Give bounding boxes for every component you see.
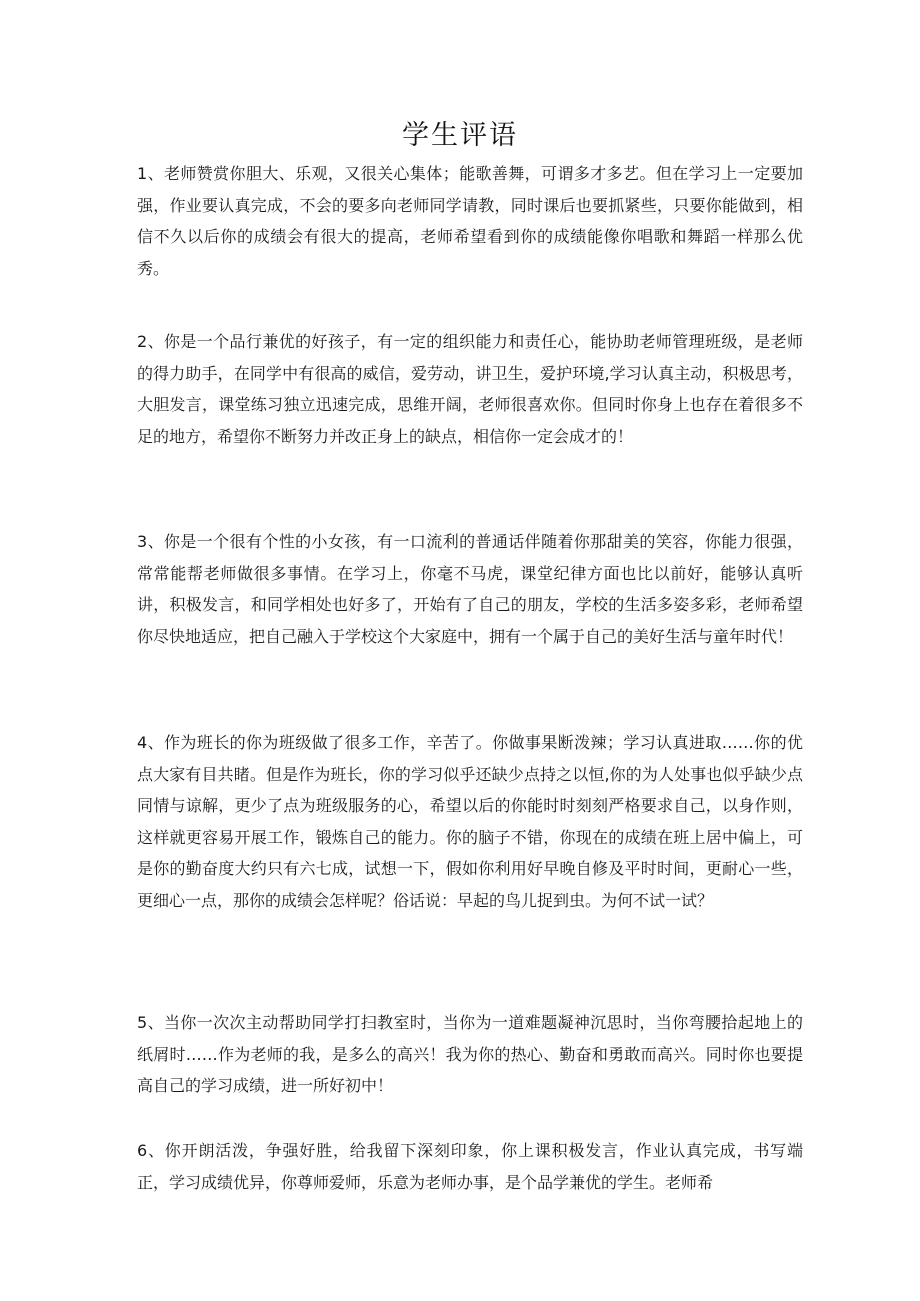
comment-paragraph-3: 3、你是一个很有个性的小女孩，有一口流利的普通话伴随着你那甜美的笑容，你能力很强，常常能帮老师做很多事情。在学习上，你毫不马虎，课堂纪律方面也比以前好，能够认真听讲，积极发言，和同学相处也好多了，开始有了自己的朋友，学校的生活多姿多彩，老师希望你尽快地适应，把自己融入于学校这个大家庭中，拥有一个属于自己的美好生活与童年时代！ — [137, 532, 803, 646]
comment-paragraph-4: 4、作为班长的你为班级做了很多工作，辛苦了。你做事果断泼辣；学习认真进取……你的优点大家有目共睹。但是作为班长，你的学习似乎还缺少点持之以恒,你的为人处事也似乎缺少点同情与谅解，更少了点为班级服务的心，希望以后的你能时时刻刻严格要求自己，以身作则，这样就更容易开展工作，锻炼自己的能力。你的脑子不错，你现在的成绩在班上居中偏上，可是你的勤奋度大约只有六七成，试想一下，假如你利用好早晚自修及平时时间，更耐心一些，更细心一点，那你的成绩会怎样呢？俗话说：早起的鸟儿捉到虫。为何不试一试？ — [137, 733, 803, 910]
page-title: 学生评语 — [402, 120, 518, 151]
comment-paragraph-1: 1、老师赞赏你胆大、乐观，又很关心集体；能歌善舞，可谓多才多艺。但在学习上一定要加强，作业要认真完成，不会的要多向老师同学请教，同时课后也要抓紧些，只要你能做到，相信不久以后你的成绩会有很大的提高，老师希望看到你的成绩能像你唱歌和舞蹈一样那么优秀。 — [137, 164, 803, 278]
comment-paragraph-6: 6、你开朗活泼，争强好胜，给我留下深刻印象，你上课积极发言，作业认真完成，书写端正，学习成绩优异，你尊师爱师，乐意为老师办事，是个品学兼优的学生。老师希 — [137, 1141, 803, 1192]
comment-paragraph-5: 5、当你一次次主动帮助同学打扫教室时，当你为一道难题凝神沉思时，当你弯腰拾起地上的纸屑时……作为老师的我，是多么的高兴！我为你的热心、勤奋和勇敢而高兴。同时你也要提高自己的学习成绩，进一所好初中！ — [137, 1013, 803, 1096]
comment-paragraph-2: 2、你是一个品行兼优的好孩子，有一定的组织能力和责任心，能协助老师管理班级，是老师的得力助手，在同学中有很高的威信，爱劳动，讲卫生，爱护环境,学习认真主动，积极思考，大胆发言，课堂练习独立迅速完成，思维开阔，老师很喜欢你。但同时你身上也存在着很多不足的地方，希望你不断努力并改正身上的缺点，相信你一定会成才的！ — [137, 332, 803, 446]
